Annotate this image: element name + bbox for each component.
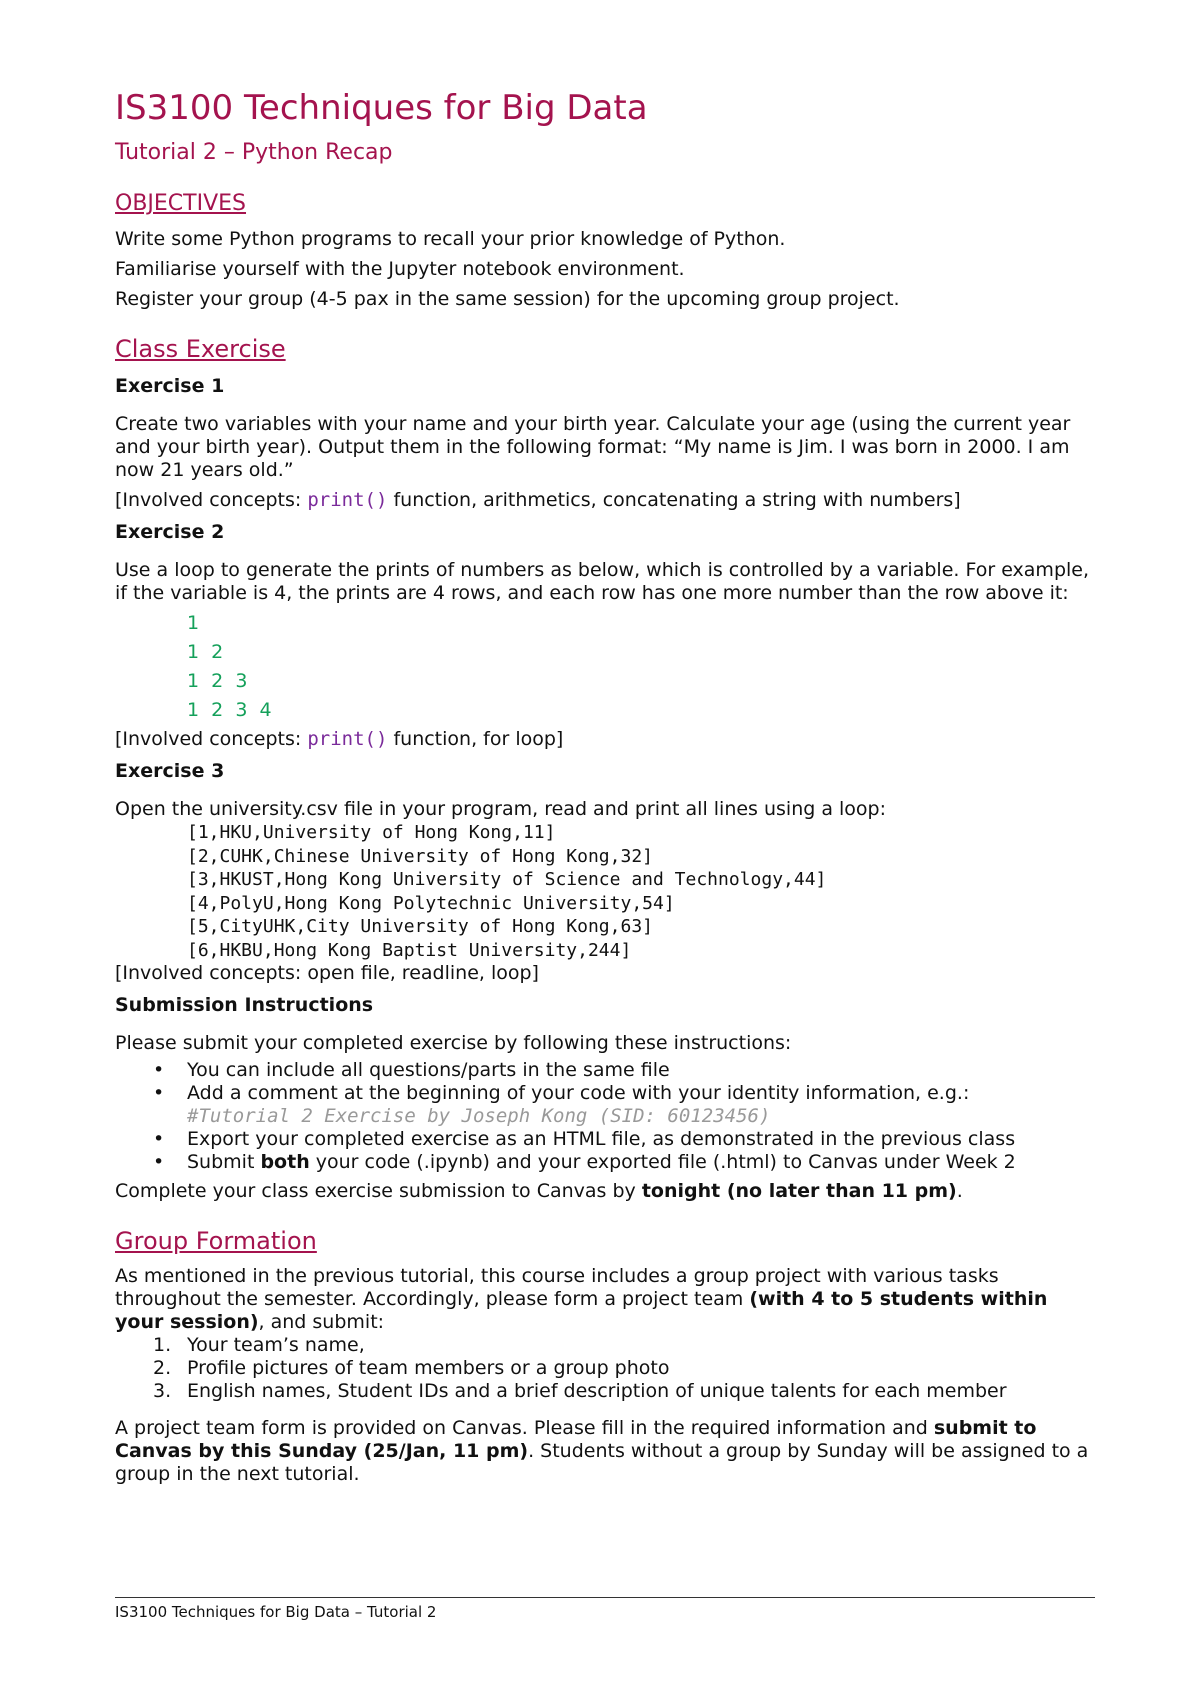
class-exercise-heading: Class Exercise xyxy=(115,335,286,363)
csv-line: [6,HKBU,Hong Kong Baptist University,244] xyxy=(187,939,632,961)
list-item-text: your code (.ipynb) and your exported file (.html) to Canvas under Week 2 xyxy=(309,1151,1016,1173)
exercise-2-concepts xyxy=(115,728,1095,751)
submission-intro: Please submit your completed exercise by following these instructions: xyxy=(115,1032,792,1054)
bullet-icon: • xyxy=(153,1059,165,1081)
exercise-1-body: Create two variables with your name and your birth year. Calculate your age (using the current year and your birth year). Output them in the following format: “My name is Jim. I was born in 2000. I am now 21 years old.” xyxy=(115,413,1071,481)
exercise-3-title: Exercise 3 xyxy=(115,760,225,782)
group-formation-section xyxy=(115,1225,1095,1486)
comment-example: #Tutorial 2 Exercise by Joseph Kong (SID: 60123456) xyxy=(187,1105,771,1127)
footer-divider xyxy=(115,1597,1095,1598)
exercise-1-concepts xyxy=(115,489,1095,512)
document-page xyxy=(115,86,1095,1486)
deadline-emphasis: tonight (no later than 11 pm) xyxy=(641,1180,957,1202)
concepts-prefix: [Involved concepts: xyxy=(115,728,308,750)
list-item xyxy=(115,1082,1095,1128)
list-item-text: English names, Student IDs and a brief description of unique talents for each member xyxy=(187,1380,1007,1402)
csv-output-block xyxy=(187,821,1095,962)
objective-line: Write some Python programs to recall your prior knowledge of Python. xyxy=(115,228,786,250)
csv-line: [3,HKUST,Hong Kong University of Science and Technology,44] xyxy=(187,869,827,890)
print-code: print() xyxy=(307,489,388,511)
page-subtitle: Tutorial 2 – Python Recap xyxy=(115,140,393,165)
submission-title: Submission Instructions xyxy=(115,994,374,1016)
group-closing-text: . Students without a group by Sunday will be assigned to a group in the next tutorial. xyxy=(115,1440,1089,1485)
group-closing xyxy=(115,1417,1095,1486)
csv-line: [2,CUHK,Chinese University of Hong Kong,32] xyxy=(187,845,653,867)
deadline-text: . xyxy=(956,1180,963,1202)
list-item xyxy=(115,1380,1095,1403)
list-number: 3. xyxy=(153,1380,172,1402)
class-exercise-section xyxy=(115,333,1095,1203)
list-item xyxy=(115,1357,1095,1380)
csv-line: [4,PolyU,Hong Kong Polytechnic University,54] xyxy=(187,892,675,914)
bullet-icon: • xyxy=(153,1151,165,1173)
group-requirements-list xyxy=(115,1334,1095,1403)
csv-line: [1,HKU,University of Hong Kong,11] xyxy=(187,822,556,843)
page-footer: IS3100 Techniques for Big Data – Tutorial 2 xyxy=(115,1603,437,1621)
submission-deadline xyxy=(115,1180,1095,1203)
list-item xyxy=(115,1059,1095,1082)
objectives-section xyxy=(115,188,1095,311)
list-number: 2. xyxy=(153,1357,172,1379)
list-item-text: Your team’s name, xyxy=(187,1334,365,1356)
print-code: print() xyxy=(307,728,388,750)
group-closing-emphasis: submit to Canvas by this Sunday (25/Jan, 11 pm) xyxy=(115,1417,1037,1462)
exercise-1-title: Exercise 1 xyxy=(115,375,225,397)
exercise-2-title: Exercise 2 xyxy=(115,521,225,543)
objective-line: Familiarise yourself with the Jupyter notebook environment. xyxy=(115,258,685,280)
list-number: 1. xyxy=(153,1334,172,1356)
list-item-text: Add a comment at the beginning of your code with your identity information, e.g.: xyxy=(187,1082,970,1104)
number-row: 1 xyxy=(187,612,200,634)
group-closing-text: A project team form is provided on Canvas. Please fill in the required information and xyxy=(115,1417,934,1439)
exercise-3-body: Open the university.csv file in your program, read and print all lines using a loop: xyxy=(115,798,887,820)
list-item xyxy=(115,1334,1095,1357)
concepts-suffix: function, for loop] xyxy=(387,728,564,750)
objectives-heading: OBJECTIVES xyxy=(115,191,247,216)
group-intro-emphasis: (with 4 to 5 students within your session) xyxy=(115,1288,1048,1333)
submission-list xyxy=(115,1059,1095,1174)
number-row: 1 2 3 xyxy=(187,670,248,692)
list-item xyxy=(115,1128,1095,1151)
bullet-icon: • xyxy=(153,1082,165,1104)
list-item xyxy=(115,1151,1095,1174)
deadline-text: Complete your class exercise submission to Canvas by xyxy=(115,1180,642,1202)
bullet-icon: • xyxy=(153,1128,165,1150)
group-intro-text: , and submit: xyxy=(258,1311,385,1333)
list-item-text: Export your completed exercise as an HTML file, as demonstrated in the previous class xyxy=(187,1128,1016,1150)
number-row: 1 2 xyxy=(187,641,224,663)
concepts-suffix: function, arithmetics, concatenating a string with numbers] xyxy=(387,489,961,511)
group-formation-heading: Group Formation xyxy=(115,1227,317,1255)
csv-line: [5,CityUHK,City University of Hong Kong,63] xyxy=(187,916,653,937)
page-title: IS3100 Techniques for Big Data xyxy=(115,88,648,128)
list-item-text: Profile pictures of team members or a group photo xyxy=(187,1357,670,1379)
number-row: 1 2 3 4 xyxy=(187,699,272,721)
list-item-text: Submit xyxy=(187,1151,261,1173)
number-pattern xyxy=(187,609,1095,725)
list-item-text: You can include all questions/parts in the same file xyxy=(187,1059,670,1081)
group-intro xyxy=(115,1265,1095,1334)
exercise-3-concepts: [Involved concepts: open file, readline, loop] xyxy=(115,962,539,984)
group-intro-text: As mentioned in the previous tutorial, this course includes a group project with various tasks throughout the semester. Accordingly, please form a project team xyxy=(115,1265,999,1310)
emphasis-text: both xyxy=(260,1151,310,1173)
concepts-prefix: [Involved concepts: xyxy=(115,489,308,511)
exercise-2-body: Use a loop to generate the prints of numbers as below, which is controlled by a variable. For example, if the variable is 4, the prints are 4 rows, and each row has one more number than the row above it: xyxy=(115,559,1090,604)
objective-line: Register your group (4-5 pax in the same session) for the upcoming group project. xyxy=(115,288,900,310)
